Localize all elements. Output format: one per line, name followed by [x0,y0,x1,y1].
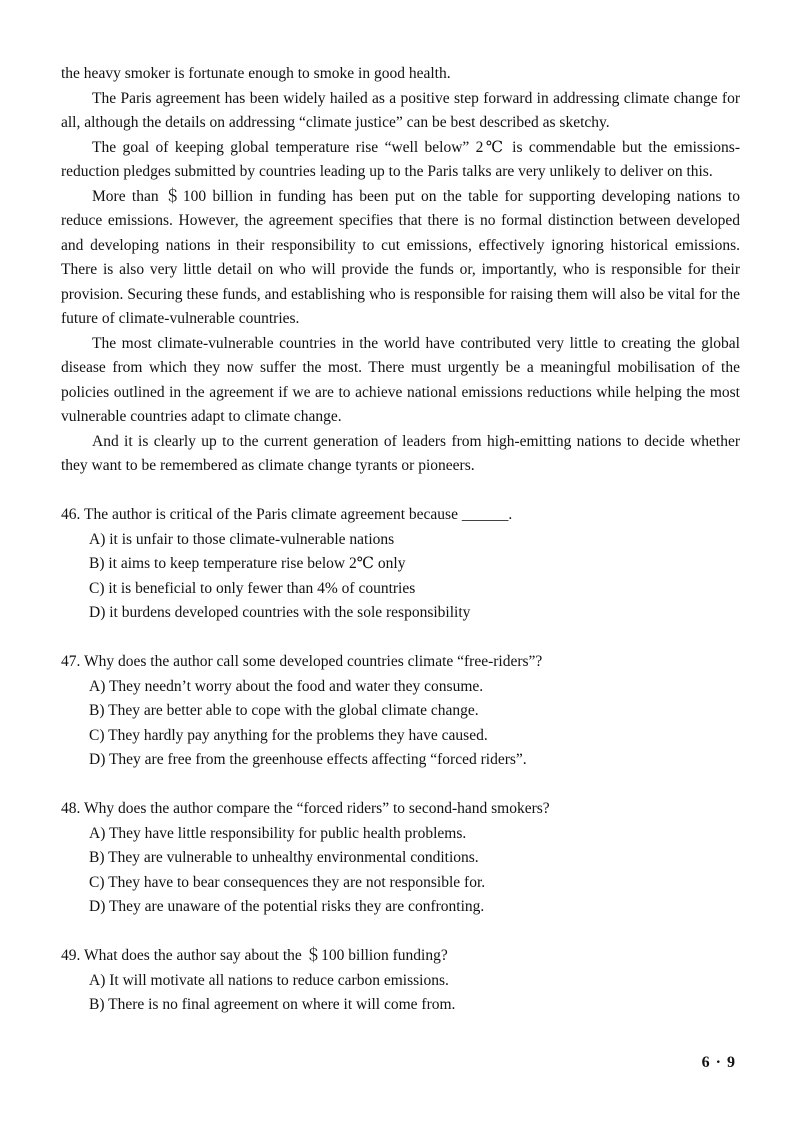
answer-option-d[interactable]: D) it burdens developed countries with the sole responsibility [89,604,471,621]
answer-option-c[interactable]: C) it is beneficial to only fewer than 4% of countries [89,579,416,597]
reading-passage [61,62,740,479]
passage-paragraph: And it is clearly up to the current generation of leaders from high-emitting nations to decide whether they want to be remembered as climate change tyrants or pioneers. [61,432,740,474]
passage-paragraph: The goal of keeping global temperature rise “well below” 2℃ is commendable but the emissions-reduction pledges submitted by countries leading up to the Paris talks are very unlikely to deliver on this. [61,138,740,180]
answer-option-b[interactable]: B) They are vulnerable to unhealthy environmental conditions. [89,849,479,866]
question-stem: 47. Why does the author call some developed countries climate “free-riders”? [61,653,543,670]
answer-option-a[interactable]: A) it is unfair to those climate-vulnerable nations [89,530,395,548]
answer-option-a[interactable]: A) They needn’t worry about the food and water they consume. [89,677,484,695]
question-47 [61,650,740,773]
answer-option-c[interactable]: C) They have to bear consequences they are not responsible for. [89,873,486,891]
passage-paragraph: the heavy smoker is fortunate enough to smoke in good health. [61,65,451,82]
answer-option-b[interactable]: B) There is no final agreement on where it will come from. [89,996,456,1013]
answer-option-a[interactable]: A) It will motivate all nations to reduce carbon emissions. [89,971,449,989]
passage-paragraph: More than ＄100 billion in funding has been put on the table for supporting developing nations to reduce emissions. However, the agreement specifies that there is no formal distinction between developed and developing nations in their responsibility to cut emissions, effectively ignoring historical emissions. There is also very little detail on who will provide the funds or, importantly, who is responsible for their provision. Securing these funds, and establishing who is responsible for raising them will also be vital for the future of climate-vulnerable countries. [61,187,740,327]
answer-option-b[interactable]: B) it aims to keep temperature rise below 2℃ only [89,555,406,572]
question-49 [61,944,740,1018]
exam-page [61,62,740,1018]
answer-option-d[interactable]: D) They are free from the greenhouse effects affecting “forced riders”. [89,751,527,768]
passage-paragraph: The most climate-vulnerable countries in the world have contributed very little to creating the global disease from which they now suffer the most. There must urgently be a meaningful mobilisation of the policies outlined in the agreement if we are to achieve national emissions reductions while helping the most vulnerable countries adapt to climate change. [61,334,740,425]
page-number: 6 · 9 [701,1054,736,1071]
answer-option-b[interactable]: B) They are better able to cope with the global climate change. [89,702,479,719]
question-stem: 48. Why does the author compare the “forced riders” to second-hand smokers? [61,800,550,817]
question-48 [61,797,740,920]
question-stem: 49. What does the author say about the ＄100 billion funding? [61,947,448,964]
answer-option-d[interactable]: D) They are unaware of the potential risks they are confronting. [89,898,485,915]
question-46 [61,503,740,626]
question-stem: 46. The author is critical of the Paris climate agreement because ______. [61,506,513,523]
answer-option-c[interactable]: C) They hardly pay anything for the problems they have caused. [89,726,488,744]
answer-option-a[interactable]: A) They have little responsibility for public health problems. [89,824,467,842]
passage-paragraph: The Paris agreement has been widely hailed as a positive step forward in addressing climate change for all, although the details on addressing “climate justice” can be best described as sketchy. [61,89,740,131]
